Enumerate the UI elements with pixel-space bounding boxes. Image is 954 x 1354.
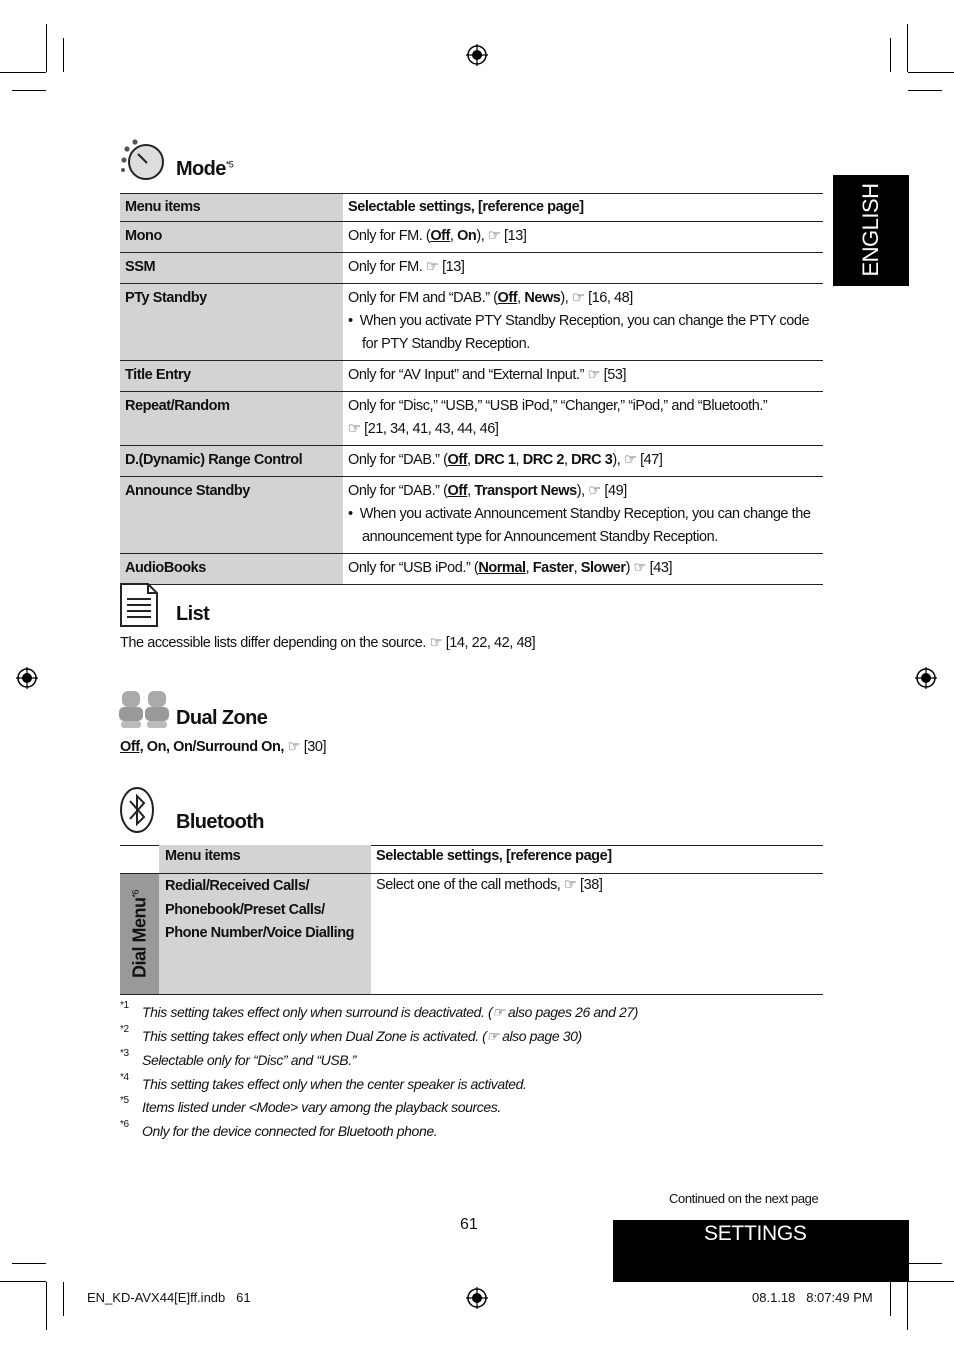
menu-item-title-entry: Title Entry: [120, 361, 343, 392]
mode-knob-icon: [118, 136, 166, 182]
language-tab-label: ENGLISH: [858, 183, 883, 277]
dual-zone-other-options: , On, On/Surround On,: [139, 739, 284, 755]
setting-audiobooks: Only for “USB iPod.” (Normal, Faster, Slower) ☞ [43]: [343, 554, 823, 585]
registration-mark-icon: [466, 44, 488, 66]
bt-header-settings: Selectable settings, [reference page]: [376, 848, 612, 864]
mode-table: [120, 193, 823, 585]
menu-item-announce-standby: Announce Standby: [120, 477, 343, 554]
crop-mark: [907, 24, 908, 72]
dial-menu-item: [159, 874, 371, 994]
crop-mark: [12, 1263, 46, 1264]
table-row: [120, 361, 823, 392]
announce-standby-note: • When you activate Announcement Standby Reception, you can change the announcement type for Announcement Standby Reception.: [348, 506, 811, 545]
dual-zone-title: Dual Zone: [176, 707, 268, 729]
dial-item-line: Redial/Received Calls/: [165, 878, 310, 894]
table-row: [120, 477, 823, 554]
bluetooth-icon: [118, 786, 156, 834]
dual-zone-seats-icon: [118, 688, 170, 730]
dial-menu-text: Dial Menu: [129, 897, 150, 979]
table-row: [120, 446, 823, 477]
table-header-row: [120, 194, 823, 222]
registration-mark-icon: [16, 667, 38, 689]
dial-item-line: Phone Number/Voice Dialling: [165, 925, 355, 941]
crop-mark: [908, 1263, 942, 1264]
setting-ssm: Only for FM. ☞ [13]: [343, 253, 823, 284]
crop-mark: [63, 1282, 64, 1316]
dual-zone-options: [120, 739, 326, 755]
crop-mark: [890, 1282, 891, 1316]
language-tab: [833, 175, 909, 286]
crop-mark: [890, 38, 891, 72]
bluetooth-table: [120, 845, 823, 995]
dual-zone-ref: ☞ [30]: [284, 739, 327, 755]
dial-item-line: Phonebook/Preset Calls/: [165, 901, 325, 918]
dial-menu-label: [120, 874, 159, 994]
menu-item-pty-standby: PTy Standby: [120, 284, 343, 361]
crop-mark: [908, 1281, 954, 1282]
menu-item-ssm: SSM: [120, 253, 343, 284]
mode-title-text: Mode: [176, 158, 226, 180]
crop-mark: [0, 1281, 46, 1282]
list-title: List: [176, 603, 210, 625]
mode-title: [176, 158, 233, 181]
crop-mark: [46, 24, 47, 72]
crop-mark: [63, 38, 64, 72]
table-row: [120, 222, 823, 253]
bluetooth-title: Bluetooth: [176, 811, 264, 833]
crop-mark: [908, 72, 954, 73]
print-file-info: EN_KD-AVX44[E]ff.indb 61: [87, 1290, 251, 1305]
setting-mono: Only for FM. (Off, On), ☞ [13]: [343, 222, 823, 253]
page-number: 61: [460, 1216, 478, 1233]
mode-title-footnote: *5: [225, 159, 234, 170]
header-settings: Selectable settings, [reference page]: [343, 194, 823, 222]
setting-repeat-random: Only for “Disc,” “USB,” “USB iPod,” “Changer,” “iPod,” and “Bluetooth.” ☞ [21, 34, 41, 43, 44, 46]: [343, 392, 823, 446]
menu-item-mono: Mono: [120, 222, 343, 253]
print-date-info: 08.1.18 8:07:49 PM: [752, 1290, 873, 1305]
crop-mark: [46, 1282, 47, 1330]
setting-pty-standby: Only for FM and “DAB.” (Off, News), ☞ [16, 48] • When you activate PTY Standby Reception, you can change the PTY code for PTY Standby Reception.: [343, 284, 823, 361]
dual-zone-default: Off: [120, 739, 140, 755]
bt-header-menu-items: Menu items: [165, 848, 241, 864]
section-tab: [613, 1220, 909, 1282]
setting-drc: Only for “DAB.” (Off, DRC 1, DRC 2, DRC 3), ☞ [47]: [343, 446, 823, 477]
dial-menu-setting: Select one of the call methods, ☞ [38]: [376, 877, 603, 893]
table-row: [120, 253, 823, 284]
crop-mark: [0, 72, 46, 73]
crop-mark: [907, 1282, 908, 1330]
continued-note: Continued on the next page: [669, 1191, 819, 1206]
menu-item-audiobooks: AudioBooks: [120, 554, 343, 585]
header-menu-items: Menu items: [120, 194, 343, 222]
dial-menu-footnote: *6: [130, 889, 141, 898]
setting-title-entry: Only for “AV Input” and “External Input.” ☞ [53]: [343, 361, 823, 392]
setting-announce-standby: Only for “DAB.” (Off, Transport News), ☞ [49] • When you activate Announcement Standby Reception, you can change the announcement type for Announcement Standby Reception.: [343, 477, 823, 554]
menu-item-repeat-random: Repeat/Random: [120, 392, 343, 446]
table-row: [120, 392, 823, 446]
crop-mark: [12, 90, 46, 91]
menu-item-drc: D.(Dynamic) Range Control: [120, 446, 343, 477]
pty-standby-note: • When you activate PTY Standby Reception, you can change the PTY code for PTY Standby Reception.: [348, 313, 810, 352]
table-row: [120, 554, 823, 585]
crop-mark: [908, 90, 942, 91]
section-tab-label: SETTINGS: [704, 1222, 807, 1245]
list-icon: [118, 582, 160, 628]
table-row: [120, 284, 823, 361]
list-description: The accessible lists differ depending on the source. ☞ [14, 22, 42, 48]: [120, 635, 536, 651]
registration-mark-icon: [915, 667, 937, 689]
registration-mark-icon: [466, 1287, 488, 1309]
